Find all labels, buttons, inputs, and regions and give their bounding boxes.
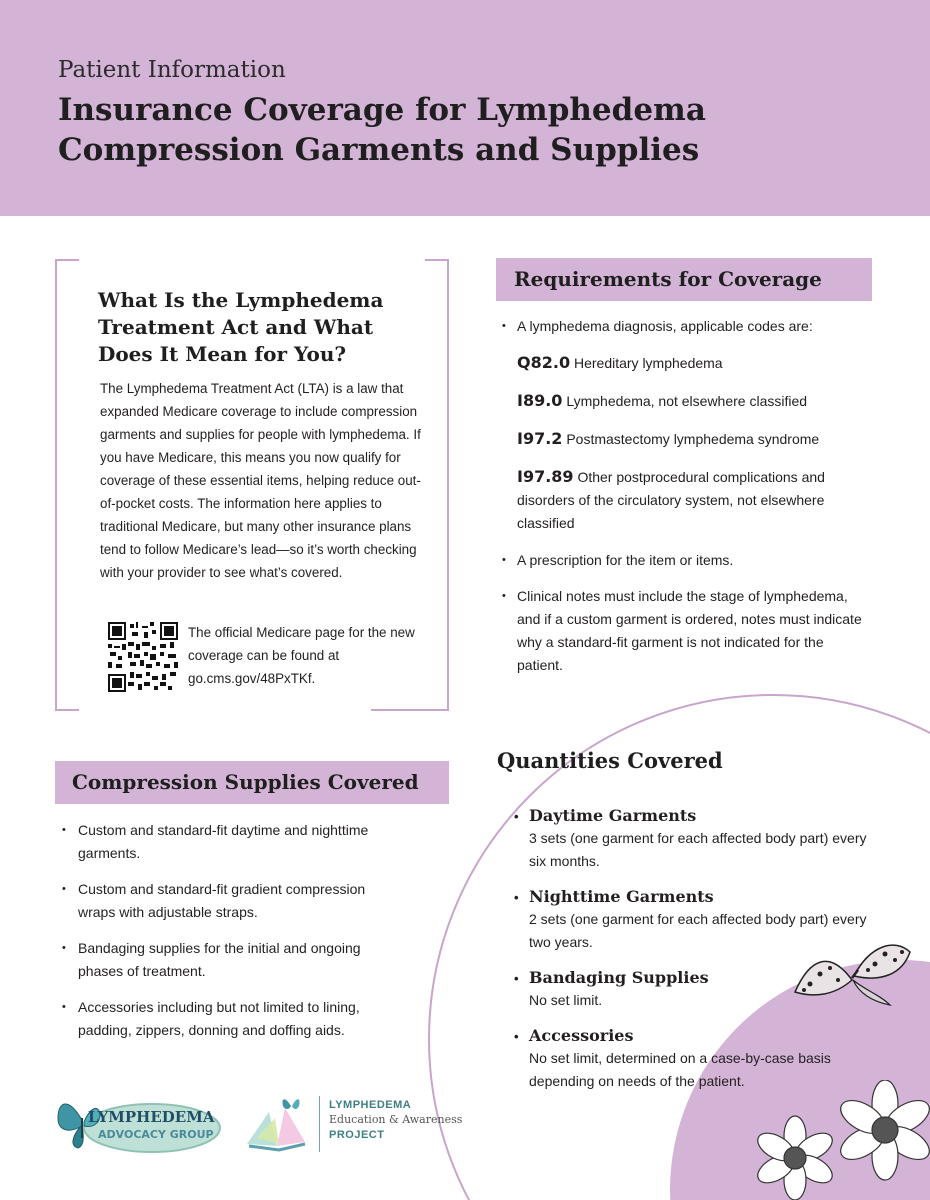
- lta-box-body: The Lymphedema Treatment Act (LTA) is a law that expanded Medicare coverage to include compression garments and supplies for people with lymphedema. If you have Medicare, this means you now qualify for coverage of these essential items, helping reduce out-of-pocket costs. The information here applies to traditional Medicare, but many other insurance plans tend to follow Medicare’s lead—so it’s worth checking with your provider to see what’s covered.: [100, 381, 421, 580]
- requirements-heading-bar: [496, 258, 872, 301]
- lta-box-title: [98, 287, 428, 368]
- page-title-line-1: Insurance Coverage for Lymphedema: [58, 92, 706, 128]
- header-kicker: Patient Information: [58, 57, 286, 83]
- quantity-label: • Accessories: [529, 1026, 634, 1045]
- supplies-list-item: • Accessories including but not limited to lining, padding, zippers, donning and doffing aids.: [62, 996, 402, 1042]
- diagnosis-description: Lymphedema, not elsewhere classified: [566, 393, 808, 409]
- diagnosis-code-item: [500, 389, 870, 413]
- quantity-text: 2 sets (one garment for each affected body part) every two years.: [529, 911, 867, 950]
- supplies-list-item: • Custom and standard-fit daytime and nighttime garments.: [62, 819, 402, 865]
- box-corner-bottom-right: [371, 709, 449, 711]
- header-banner: [0, 0, 930, 216]
- quantities-heading: Quantities Covered: [497, 748, 723, 773]
- diagnosis-description: Postmastectomy lymphedema syndrome: [566, 431, 820, 447]
- diagnosis-code-item: [500, 427, 870, 451]
- diagnosis-code-item: [500, 465, 870, 535]
- lta-title-line-2: Treatment Act and What: [98, 315, 374, 339]
- requirements-list: [500, 315, 870, 677]
- quantity-text: No set limit.: [529, 992, 603, 1008]
- quantity-label: • Daytime Garments: [529, 806, 697, 825]
- qr-code-icon[interactable]: [108, 622, 178, 692]
- requirements-heading: Requirements for Coverage: [514, 267, 822, 291]
- supplies-list-item: • Custom and standard-fit gradient compression wraps with adjustable straps.: [62, 878, 402, 924]
- requirement-prescription: • A prescription for the item or items.: [500, 549, 870, 572]
- diagnosis-description: Other postprocedural complications and disorders of the circulatory system, not elsewhere classified: [517, 469, 825, 531]
- page-title-line-2: Compression Garments and Supplies: [58, 132, 700, 168]
- leap-logo-line-1: LYMPHEDEMA: [329, 1099, 412, 1111]
- butterfly-icon: [790, 940, 915, 1010]
- lymphedema-education-awareness-project-logo: [239, 1094, 469, 1156]
- diagnosis-code: I97.2: [517, 429, 563, 448]
- diagnosis-code: I89.0: [517, 391, 563, 410]
- quantity-text: 3 sets (one garment for each affected body part) every six months.: [529, 830, 867, 869]
- box-border-left: [55, 259, 57, 711]
- lta-info-box: [55, 259, 449, 711]
- logo-divider: [319, 1096, 320, 1152]
- supplies-heading: Compression Supplies Covered: [72, 770, 419, 794]
- requirement-clinical-notes: • Clinical notes must include the stage of lymphedema, and if a custom garment is ordered, notes must indicate why a standard-fit garment is not indicated for the patient.: [500, 585, 870, 677]
- flower-icon: [750, 1080, 930, 1200]
- quantity-item: [514, 804, 874, 873]
- diagnosis-description: Hereditary lymphedema: [573, 355, 723, 371]
- box-corner-top-right: [425, 259, 449, 261]
- quantity-label: • Bandaging Supplies: [529, 968, 709, 987]
- lta-title-line-1: What Is the Lymphedema: [98, 288, 384, 312]
- supplies-list: [62, 819, 402, 1055]
- diagnosis-code: I97.89: [517, 467, 574, 486]
- lta-title-line-3: Does It Mean for You?: [98, 342, 347, 366]
- requirement-diagnosis: • A lymphedema diagnosis, applicable codes are:: [500, 315, 870, 338]
- diagnosis-code: Q82.0: [517, 353, 571, 372]
- qr-code-caption: The official Medicare page for the new coverage can be found at go.cms.gov/48PxTKf.: [188, 625, 415, 686]
- diagnosis-code-item: [500, 351, 870, 375]
- box-corner-bottom-left: [55, 709, 79, 711]
- box-corner-top-left: [55, 259, 79, 261]
- box-border-right: [447, 259, 449, 711]
- quantity-label: • Nighttime Garments: [529, 887, 714, 906]
- lymphedema-advocacy-group-logo: [54, 1088, 224, 1158]
- supplies-list-item: • Bandaging supplies for the initial and ongoing phases of treatment.: [62, 937, 402, 983]
- lag-logo-line-2: ADVOCACY GROUP: [98, 1128, 214, 1141]
- lag-logo-line-1: LYMPHEDEMA: [88, 1108, 215, 1126]
- leap-logo-line-2: Education & Awareness: [329, 1113, 463, 1126]
- quantity-text: No set limit, determined on a case-by-case basis depending on needs of the patient.: [529, 1050, 831, 1089]
- page-title: [58, 90, 706, 170]
- leap-logo-line-3: PROJECT: [329, 1129, 385, 1141]
- supplies-heading-bar: [55, 761, 449, 804]
